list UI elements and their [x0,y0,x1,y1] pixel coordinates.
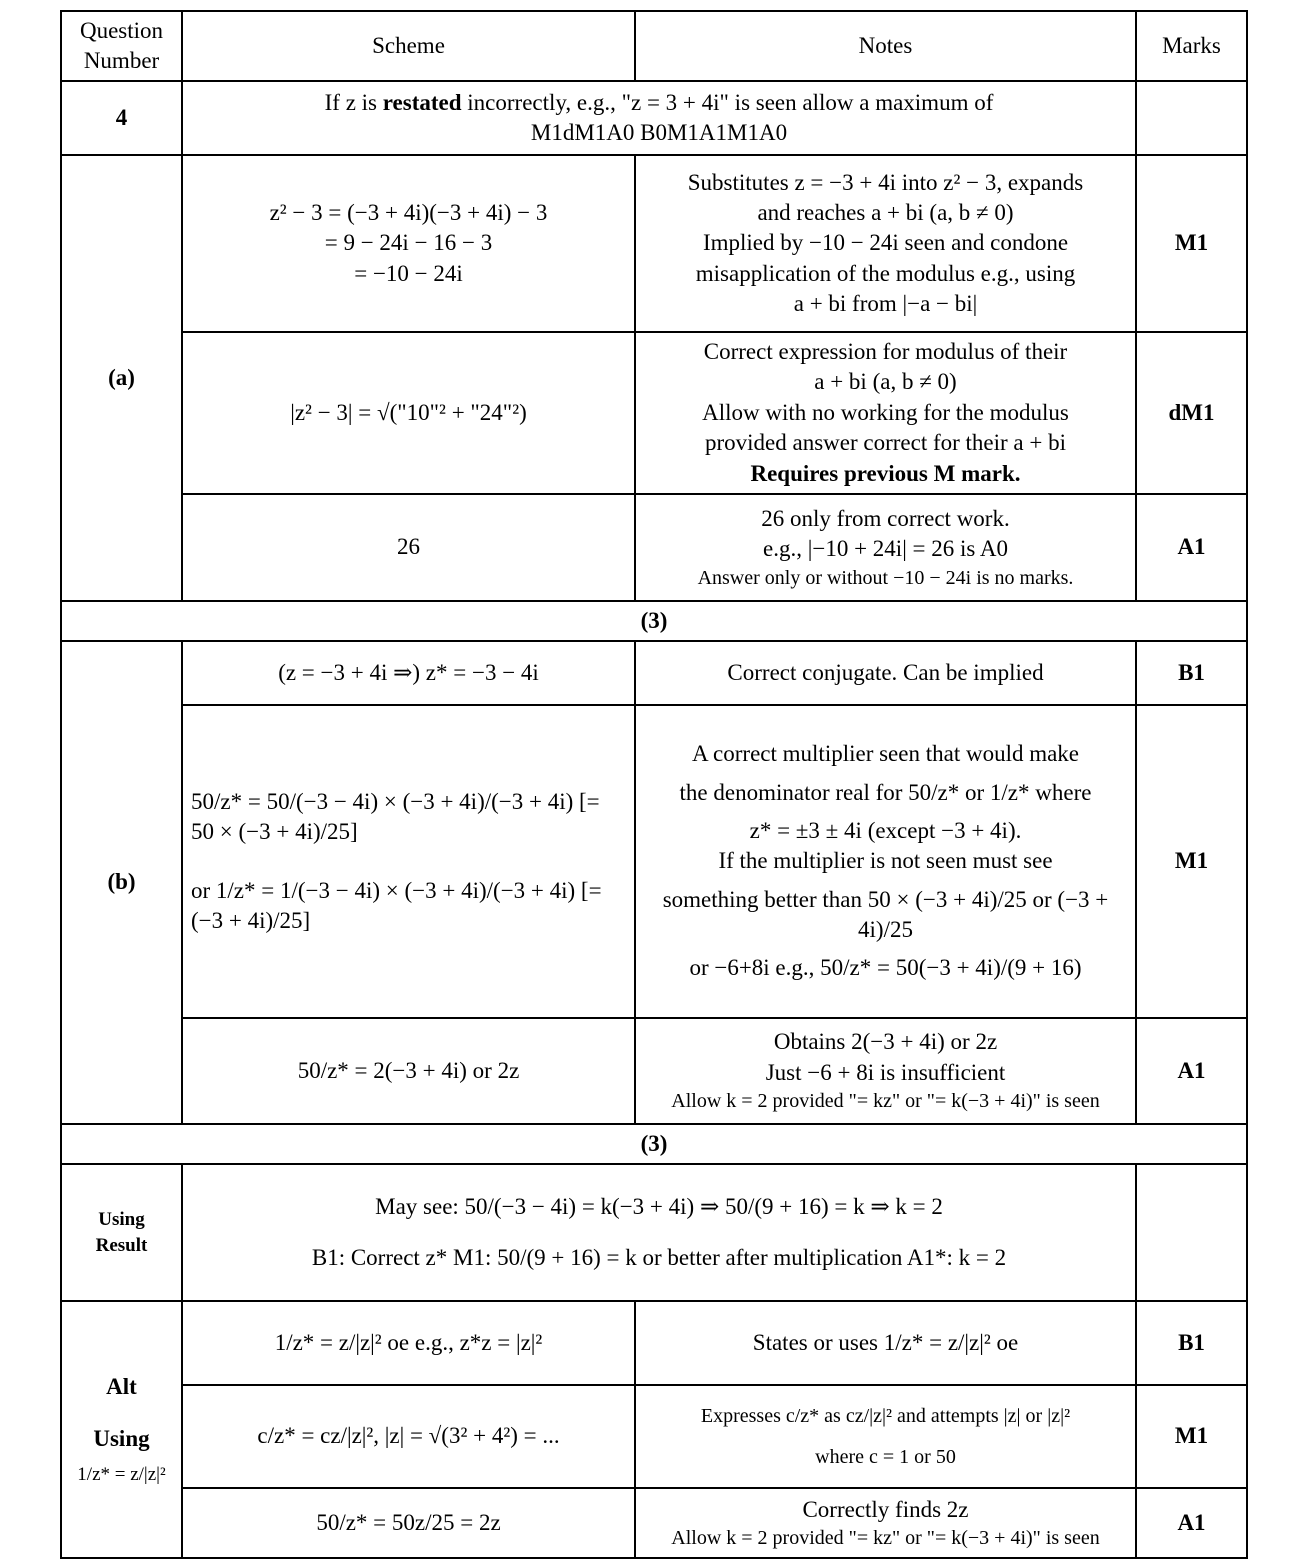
part-a-row-1 [61,155,1247,332]
part-b-total-row [61,1124,1247,1164]
notes-cell: Substitutes z = −3 + 4i into z² − 3, expands and reaches a + bi (a, b ≠ 0) Implied by −10 − 24i seen and condone misapplication of the modulus e.g., using a + bi from |−a − bi| [635,155,1136,332]
scheme-cell: (z = −3 + 4i ⇒) z* = −3 − 4i [182,641,635,705]
scheme-cell: c/z* = cz/|z|², |z| = √(3² + 4²) = ... [182,1385,635,1488]
mark-cell: dM1 [1136,332,1247,494]
mark-cell: M1 [1136,1385,1247,1488]
part-a-row-3 [61,494,1247,601]
scheme-cell: 50/z* = 2(−3 + 4i) or 2z [182,1018,635,1124]
mark-cell: M1 [1136,705,1247,1018]
header-notes: Notes [635,11,1136,81]
mark-cell: M1 [1136,155,1247,332]
scheme-cell: z² − 3 = (−3 + 4i)(−3 + 4i) − 3 = 9 − 24i − 16 − 3 = −10 − 24i [182,155,635,332]
mark-cell: A1 [1136,1018,1247,1124]
alt-label: Alt Using 1/z* = z/|z|² [61,1301,182,1558]
question-number: 4 [61,81,182,155]
notes-cell: A correct multiplier seen that would make the denominator real for 50/z* or 1/z* where z* = ±3 ± 4i (except −3 + 4i). If the multiplier is not seen must see something better than 50 × (−3 + 4i)/25 or (−3 + 4i)/25 or −6+8i e.g., 50/z* = 50(−3 + 4i)/(9 + 16) [635,705,1136,1018]
scheme-cell: 26 [182,494,635,601]
scheme-cell: 50/z* = 50/(−3 − 4i) × (−3 + 4i)/(−3 + 4i) [= 50 × (−3 + 4i)/25] or 1/z* = 1/(−3 − 4i) × (−3 + 4i)/(−3 + 4i) [= (−3 + 4i)/25] [182,705,635,1018]
part-b-total: (3) [61,1124,1247,1164]
using-result-label: Using Result [61,1164,182,1301]
notes-cell: Correct conjugate. Can be implied [635,641,1136,705]
scheme-cell: 1/z* = z/|z|² oe e.g., z*z = |z|² [182,1301,635,1385]
header-row [61,11,1247,81]
using-result-text: May see: 50/(−3 − 4i) = k(−3 + 4i) ⇒ 50/(9 + 16) = k ⇒ k = 2 B1: Correct z* M1: 50/(9 + 16) = k or better after multiplication A1*: k = 2 [182,1164,1136,1301]
part-a-total: (3) [61,601,1247,641]
part-b-row-1 [61,641,1247,705]
intro-text: If z is restated incorrectly, e.g., "z = 3 + 4i" is seen allow a maximum of M1dM1A0 B0M1A1M1A0 [182,81,1136,155]
mark-cell: B1 [1136,1301,1247,1385]
notes-cell: Correctly finds 2z Allow k = 2 provided "= kz" or "= k(−3 + 4i)" is seen [635,1488,1136,1558]
notes-cell: Expresses c/z* as cz/|z|² and attempts |z| or |z|² where c = 1 or 50 [635,1385,1136,1488]
part-b-label: (b) [61,641,182,1124]
notes-cell: Obtains 2(−3 + 4i) or 2z Just −6 + 8i is insufficient Allow k = 2 provided "= kz" or "= k(−3 + 4i)" is seen [635,1018,1136,1124]
part-b-row-2 [61,705,1247,1018]
part-a-label: (a) [61,155,182,601]
header-marks: Marks [1136,11,1247,81]
alt-row-1 [61,1301,1247,1385]
using-result-row [61,1164,1247,1301]
header-scheme: Scheme [182,11,635,81]
scheme-cell: 50/z* = 50z/25 = 2z [182,1488,635,1558]
mark-cell: B1 [1136,641,1247,705]
header-question-number: Question Number [61,11,182,81]
mark-scheme-table [60,10,1248,1559]
notes-cell: Correct expression for modulus of their a + bi (a, b ≠ 0) Allow with no working for the modulus provided answer correct for their a + bi Requires previous M mark. [635,332,1136,494]
notes-cell: 26 only from correct work. e.g., |−10 + 24i| = 26 is A0 Answer only or without −10 − 24i is no marks. [635,494,1136,601]
part-a-row-2 [61,332,1247,494]
part-a-total-row [61,601,1247,641]
alt-row-3 [61,1488,1247,1558]
notes-cell: States or uses 1/z* = z/|z|² oe [635,1301,1136,1385]
mark-cell: A1 [1136,494,1247,601]
intro-row [61,81,1247,155]
scheme-cell: |z² − 3| = √("10"² + "24"²) [182,332,635,494]
part-b-row-3 [61,1018,1247,1124]
mark-cell: A1 [1136,1488,1247,1558]
alt-row-2 [61,1385,1247,1488]
